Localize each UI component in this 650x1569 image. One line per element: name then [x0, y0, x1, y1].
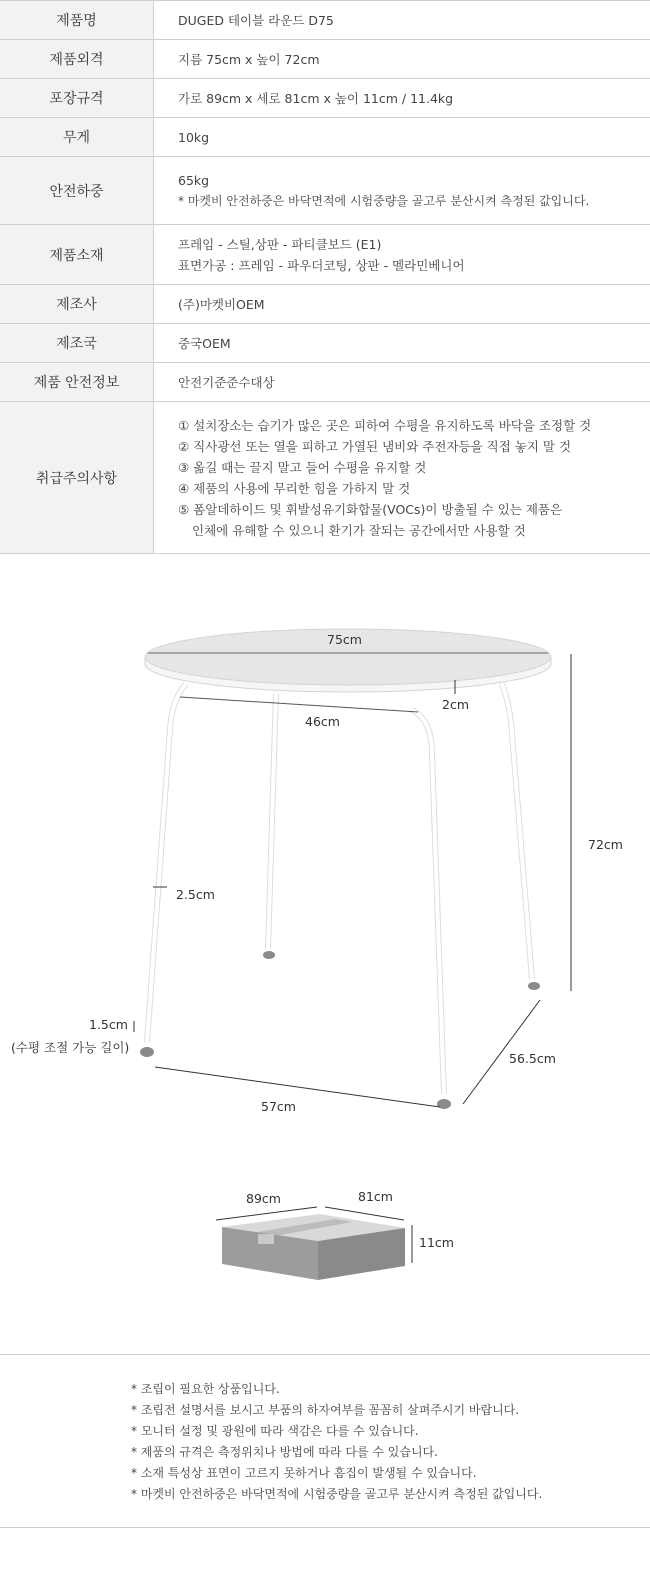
spec-note: * 마켓비 안전하중은 바닥면적에 시험중량을 골고루 분산시켜 측정된 값입니다. — [178, 193, 590, 208]
spec-value — [154, 40, 650, 78]
notice-item: * 소재 특성상 표면이 고르지 못하거나 흠집이 발생될 수 있습니다. — [131, 1466, 477, 1480]
spec-label: 안전하중 — [0, 157, 154, 224]
caution-item: ③ 옮길 때는 끌지 말고 들어 수평을 유지할 것 — [178, 459, 427, 475]
label-inner-span: 46cm — [305, 714, 340, 729]
spec-row-maker — [0, 285, 650, 324]
spec-line: 지름 75cm x 높이 72cm — [178, 51, 320, 67]
caution-item: ④ 제품의 사용에 무리한 힘을 가하지 말 것 — [178, 480, 411, 496]
spec-row-country — [0, 324, 650, 363]
spec-label: 취급주의사항 — [0, 402, 154, 553]
spec-row-weight — [0, 118, 650, 157]
front-leg-foot — [437, 1099, 451, 1109]
right-leg-foot — [528, 982, 540, 990]
spec-label: 제품소재 — [0, 225, 154, 284]
spec-value — [154, 225, 650, 284]
dimension-diagram — [0, 554, 650, 1355]
spec-row-package — [0, 79, 650, 118]
frame-bar — [180, 697, 418, 712]
label-box-height: 11cm — [419, 1235, 454, 1250]
spec-value — [154, 402, 650, 553]
spec-row-safety — [0, 363, 650, 402]
spec-value — [154, 118, 650, 156]
spec-label: 제조사 — [0, 285, 154, 323]
spec-line: 중국OEM — [178, 335, 231, 351]
notice-item: * 제품의 규격은 측정위치나 방법에 따라 다를 수 있습니다. — [131, 1445, 438, 1459]
spec-value — [154, 285, 650, 323]
spec-line: 65kg — [178, 172, 210, 188]
spec-row-name — [0, 1, 650, 40]
notice-item: * 조립전 설명서를 보시고 부품의 하자여부를 꼼꼼히 살펴주시기 바랍니다. — [131, 1403, 520, 1417]
spec-label: 제품 안전정보 — [0, 363, 154, 401]
label-width: 57cm — [261, 1099, 296, 1114]
spec-label: 제품외격 — [0, 40, 154, 78]
spec-label: 포장규격 — [0, 79, 154, 117]
spec-line: 10kg — [178, 129, 210, 145]
spec-value — [154, 157, 650, 224]
left-leg-foot — [140, 1047, 154, 1057]
spec-label: 무게 — [0, 118, 154, 156]
spec-row-size — [0, 40, 650, 79]
label-leg-diameter: 2.5cm — [176, 887, 215, 902]
spec-value — [154, 324, 650, 362]
spec-row-material — [0, 225, 650, 285]
width-line — [155, 1067, 440, 1107]
caution-item: ② 직사광선 또는 열을 피하고 가열된 냄비와 주전자등을 직접 놓지 말 것 — [178, 438, 572, 454]
spec-line: 표면가공 : 프레임 - 파우더코팅, 상판 - 멜라민베니어 — [178, 257, 465, 273]
bottom-divider — [0, 1527, 650, 1528]
spec-value — [154, 79, 650, 117]
label-adjust-length: 1.5cm — [89, 1017, 128, 1032]
spec-value — [154, 1, 650, 39]
label-height: 72cm — [588, 837, 623, 852]
notice-item: * 마켓비 안전하중은 바닥면적에 시험중량을 골고루 분산시켜 측정된 값입니다. — [131, 1487, 543, 1501]
table-drawing — [0, 554, 650, 1354]
label-box-depth: 81cm — [358, 1189, 393, 1204]
spec-table — [0, 0, 650, 554]
spec-line: (주)마켓비OEM — [178, 296, 265, 312]
label-box-width: 89cm — [246, 1191, 281, 1206]
box-tape-front — [258, 1234, 274, 1244]
spec-line: 프레임 - 스틸,상판 - 파티클보드 (E1) — [178, 236, 382, 252]
spec-value — [154, 363, 650, 401]
notice-item: * 모니터 설정 및 광원에 따라 색감은 다를 수 있습니다. — [131, 1424, 419, 1438]
label-top-thickness: 2cm — [442, 697, 470, 712]
spec-label: 제품명 — [0, 1, 154, 39]
spec-label: 제조국 — [0, 324, 154, 362]
spec-line: 안전기준준수대상 — [178, 374, 275, 390]
label-depth: 56.5cm — [509, 1051, 556, 1066]
caution-item: 인체에 유해할 수 있으니 환기가 잘되는 공간에서만 사용할 것 — [192, 522, 526, 538]
back-leg-foot — [263, 951, 275, 959]
notice-item: * 조립이 필요한 상품입니다. — [131, 1382, 280, 1396]
notice-list — [131, 1379, 542, 1505]
package-box — [222, 1214, 405, 1280]
caution-item: ① 설치장소는 습기가 많은 곳은 피하여 수평을 유지하도록 바닥을 조정할 것 — [178, 417, 592, 433]
spec-line: DUGED 테이블 라운드 D75 — [178, 12, 334, 28]
spec-row-safe-load — [0, 157, 650, 225]
label-top-diameter: 75cm — [327, 632, 362, 647]
label-adjust-note: (수평 조절 가능 길이) — [11, 1040, 130, 1055]
spec-row-caution — [0, 402, 650, 554]
caution-item: ⑤ 폼알데하이드 및 휘발성유기화합물(VOCs)이 방출될 수 있는 제품은 — [178, 501, 563, 517]
spec-line: 가로 89cm x 세로 81cm x 높이 11cm / 11.4kg — [178, 90, 454, 106]
